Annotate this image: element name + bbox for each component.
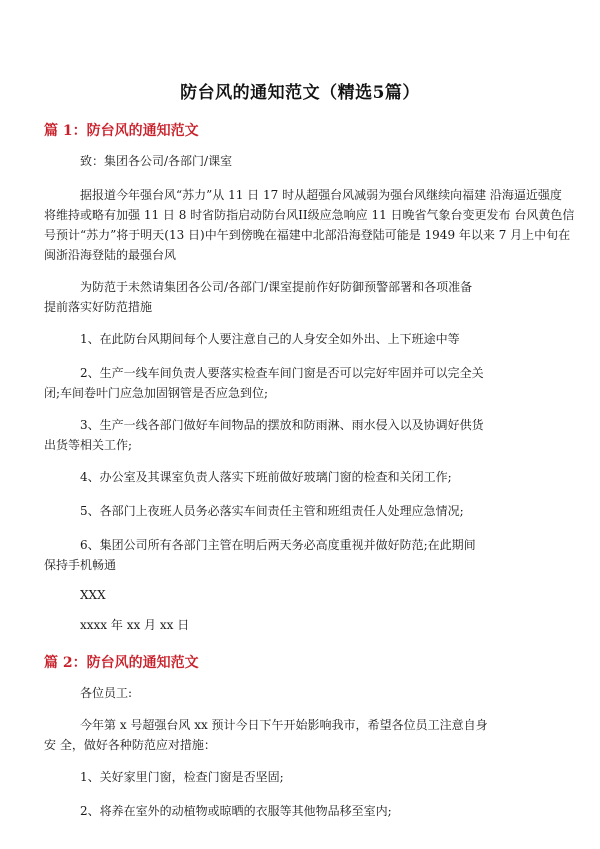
section-2-intro-line-1: 今年第 x 号超强台风 xx 预计今日下午开始影响我市，希望各位员工注意自身	[80, 718, 488, 732]
section-1-item-1: 1、在此防台风期间每个人要注意自己的人身安全如外出、上下班途中等	[80, 332, 460, 346]
section-1-item-2-line-1: 2、生产一线车间负责人要落实检查车间门窗是否可以完好牢固并可以完全关	[80, 366, 484, 380]
section-1-item-3-line-2: 出货等相关工作;	[44, 438, 133, 452]
section-1-intro-line-2: 将维持或略有加强 11 日 8 时省防指启动防台风II级应急响应 11 日晚省气象台变更发布 台风黄色信	[44, 208, 575, 222]
section-1-item-6-line-1: 6、集团公司所有各部门主管在明后两天务必高度重视并做好防范;在此期间	[80, 538, 476, 552]
section-1-heading: 篇 1：防台风的通知范文	[44, 123, 199, 139]
section-1-signature: XXX	[80, 588, 106, 602]
section-1-intro-line-3: 号预计“苏力”将于明天(13 日)中午到傍晚在福建中北部沿海登陆可能是 1949 年以来 7 月上中旬在	[44, 228, 571, 242]
section-1-item-3-line-1: 3、生产一线各部门做好车间物品的摆放和防雨淋、雨水侵入以及协调好供货	[80, 418, 484, 432]
section-2-item-1: 1、关好家里门窗，检查门窗是否坚固;	[80, 770, 284, 784]
section-1-date: xxxx 年 xx 月 xx 日	[80, 618, 190, 632]
section-1-prevention-line-1: 为防范于未然请集团各公司/各部门/课室提前作好防御预警部署和各项准备	[80, 280, 473, 294]
section-1-intro-line-4: 闽浙沿海登陆的最强台风	[44, 248, 177, 262]
section-1-intro-line-1: 据报道今年强台风“苏力”从 11 日 17 时从超强台风减弱为强台风继续向福建 沿海逼近强度	[80, 188, 562, 202]
section-1-salutation: 致：集团各公司/各部门/课室	[80, 154, 233, 168]
section-2-intro-line-2: 安 全，做好各种防范应对措施：	[44, 738, 216, 752]
page-title: 防台风的通知范文（精选5篇）	[180, 83, 420, 103]
section-1-item-5: 5、各部门上夜班人员务必落实车间责任主管和班组责任人处理应急情况;	[80, 504, 464, 518]
section-1-item-4: 4、办公室及其课室负责人落实下班前做好玻璃门窗的检查和关闭工作;	[80, 470, 452, 484]
section-1-prevention-line-2: 提前落实好防范措施	[44, 300, 153, 314]
section-1-item-6-line-2: 保持手机畅通	[44, 558, 117, 572]
section-2-salutation: 各位员工:	[80, 686, 133, 700]
section-2-item-2: 2、将养在室外的动植物或晾晒的衣服等其他物品移至室内;	[80, 804, 392, 818]
section-2-heading: 篇 2：防台风的通知范文	[44, 655, 199, 671]
section-1-item-2-line-2: 闭;车间卷叶门应急加固钢管是否应急到位;	[44, 386, 269, 400]
